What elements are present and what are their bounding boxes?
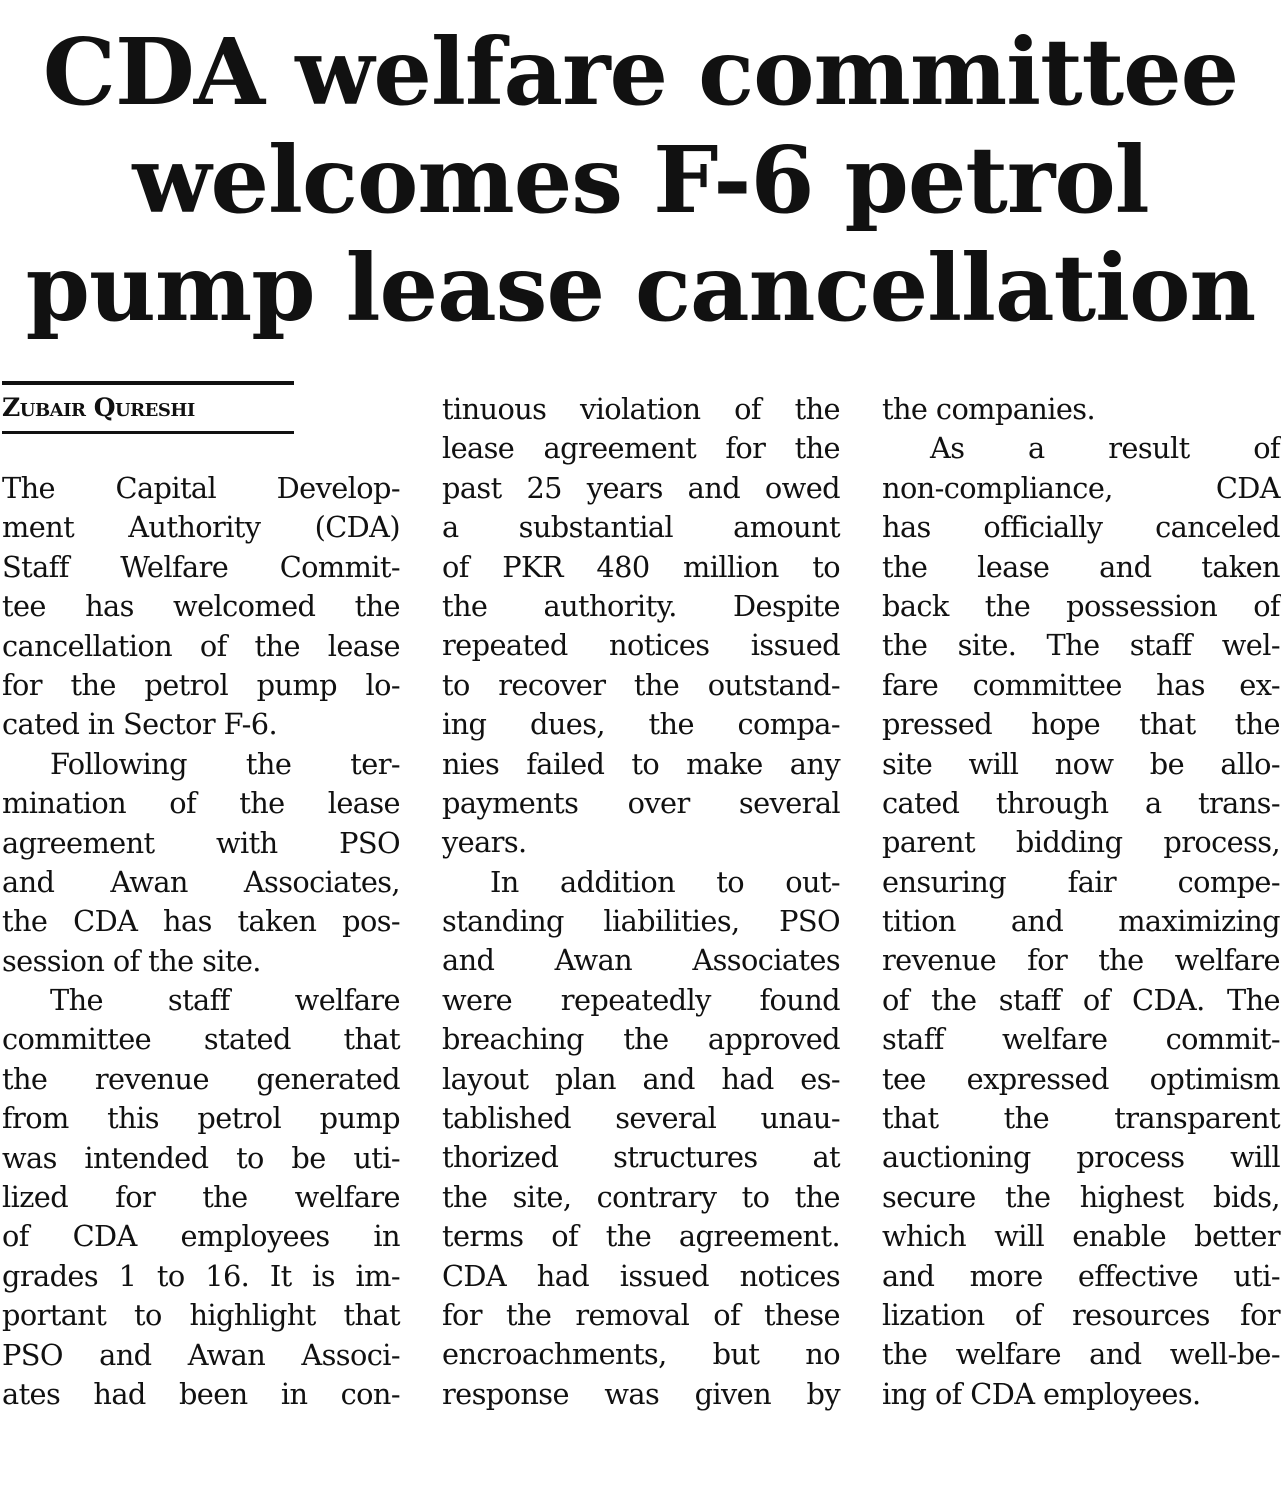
- text-line: As a result of: [930, 431, 1280, 466]
- article-column-3: [882, 390, 1280, 1414]
- text-line: ing of CDA employees.: [882, 1376, 1201, 1411]
- text-line: revenue for the welfare: [882, 943, 1280, 978]
- text-line: cated through a trans-: [882, 785, 1280, 820]
- text-line: ensuring fair compe-: [882, 864, 1280, 899]
- text-line: repeated notices issued: [442, 628, 840, 663]
- text-line: non-compliance, CDA: [882, 470, 1280, 505]
- text-line: for the removal of these: [442, 1297, 840, 1332]
- text-line: tinuous violation of the: [442, 392, 840, 426]
- text-line: the welfare and well-be-: [882, 1337, 1280, 1372]
- text-line: tee has welcomed the: [2, 589, 400, 624]
- text-line: the authority. Despite: [442, 588, 840, 623]
- text-line: encroachments, but no: [442, 1337, 840, 1372]
- text-line: terms of the agreement.: [442, 1219, 840, 1254]
- text-line: parent bidding process,: [882, 825, 1280, 860]
- text-line: past 25 years and owed: [442, 470, 840, 505]
- text-line: lease agreement for the: [442, 431, 840, 466]
- text-line: tition and maximizing: [882, 904, 1280, 939]
- text-line: the site, contrary to the: [442, 1179, 840, 1214]
- text-line: ates had been in con-: [2, 1376, 400, 1411]
- text-line: Staff Welfare Commit-: [2, 549, 400, 584]
- text-line: to recover the outstand-: [442, 667, 840, 702]
- text-line: The staff welfare: [50, 983, 400, 1018]
- text-line: Following the ter-: [50, 746, 400, 781]
- text-line: auctioning process will: [882, 1140, 1280, 1175]
- text-line: nies failed to make any: [442, 746, 840, 781]
- text-line: cated in Sector F-6.: [2, 707, 278, 742]
- text-line: tee expressed optimism: [882, 1061, 1280, 1096]
- text-line: the lease and taken: [882, 549, 1280, 584]
- text-line: secure the highest bids,: [882, 1179, 1280, 1214]
- text-line: of CDA employees in: [2, 1219, 400, 1254]
- text-line: fare committee has ex-: [882, 667, 1280, 702]
- text-line: site will now be allo-: [882, 746, 1280, 781]
- text-line: back the possession of: [882, 588, 1280, 623]
- author-byline: Zubair Qureshi: [2, 381, 294, 434]
- text-line: In addition to out-: [490, 864, 840, 899]
- text-line: PSO and Awan Associ-: [2, 1337, 400, 1372]
- text-line: staff welfare commit-: [882, 1022, 1280, 1057]
- text-line: mination of the lease: [2, 786, 400, 821]
- article-column-2: [442, 390, 840, 1414]
- text-line: lized for the welfare: [2, 1180, 400, 1215]
- text-line: were repeatedly found: [442, 982, 840, 1017]
- text-line: was intended to be uti-: [2, 1140, 400, 1175]
- text-line: the site. The staff wel-: [882, 628, 1280, 663]
- text-line: breaching the approved: [442, 1022, 840, 1057]
- text-line: portant to highlight that: [2, 1298, 400, 1333]
- text-line: committee stated that: [2, 1022, 400, 1057]
- text-line: the revenue generated: [2, 1061, 400, 1096]
- text-line: tablished several unau-: [442, 1101, 840, 1136]
- text-line: and more effective uti-: [882, 1258, 1280, 1293]
- text-line: ment Authority (CDA): [2, 510, 400, 545]
- text-line: standing liabilities, PSO: [442, 904, 840, 939]
- text-line: the CDA has taken pos-: [2, 904, 400, 939]
- article-headline: CDA welfare committee welcomes F-6 petrol pump lease cancellation: [25, 18, 1256, 342]
- text-line: ing dues, the compa-: [442, 707, 840, 742]
- text-line: the companies.: [882, 392, 1096, 426]
- text-line: which will enable better: [882, 1219, 1280, 1254]
- text-line: and Awan Associates: [442, 943, 840, 978]
- text-line: pressed hope that the: [882, 707, 1280, 742]
- text-line: lization of resources for: [882, 1297, 1280, 1332]
- text-line: grades 1 to 16. It is im-: [2, 1258, 400, 1293]
- text-line: of the staff of CDA. The: [882, 982, 1280, 1017]
- text-line: a substantial amount: [442, 510, 840, 545]
- text-line: payments over several: [442, 785, 840, 820]
- text-line: for the petrol pump lo-: [2, 667, 400, 702]
- text-line: The Capital Develop-: [2, 471, 400, 505]
- text-line: and Awan Associates,: [2, 864, 400, 899]
- text-line: thorized structures at: [442, 1140, 840, 1175]
- text-line: session of the site.: [2, 943, 261, 978]
- text-line: that the transparent: [882, 1101, 1280, 1136]
- text-line: agreement with PSO: [2, 825, 400, 860]
- article-column-1: [2, 469, 400, 1414]
- text-line: CDA had issued notices: [442, 1258, 840, 1293]
- text-line: years.: [442, 825, 527, 860]
- text-line: response was given by: [442, 1376, 840, 1411]
- text-line: of PKR 480 million to: [442, 549, 840, 584]
- text-line: layout plan and had es-: [442, 1061, 840, 1096]
- text-line: has officially canceled: [882, 510, 1280, 545]
- text-line: from this petrol pump: [2, 1101, 400, 1136]
- text-line: cancellation of the lease: [2, 628, 400, 663]
